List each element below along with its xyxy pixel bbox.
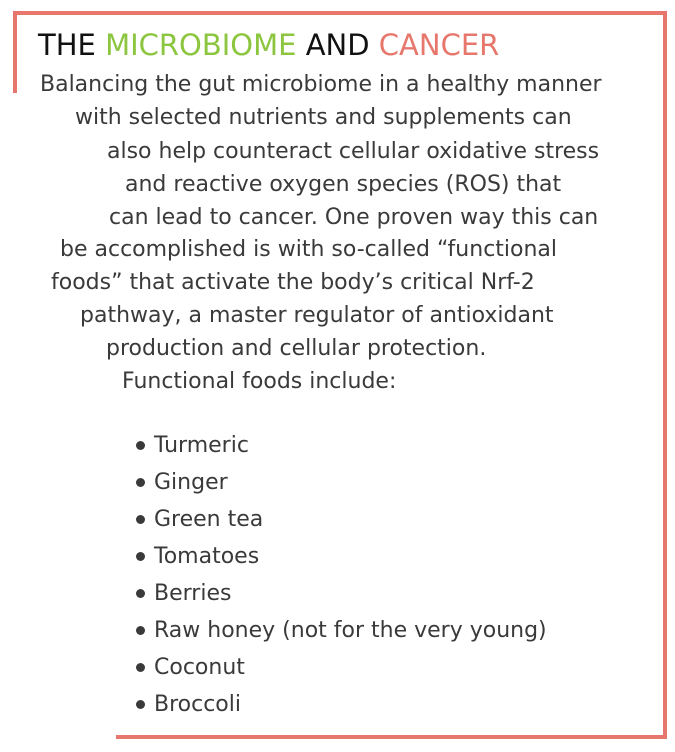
list-item xyxy=(132,686,547,723)
list-item xyxy=(132,427,547,464)
bullet-icon xyxy=(136,589,145,598)
body-line: with selected nutrients and supplements can xyxy=(75,105,572,130)
frame-top-border xyxy=(13,11,667,15)
list-item-label: Turmeric xyxy=(154,433,249,458)
body-line: also help counteract cellular oxidative stress xyxy=(107,139,600,164)
body-line: production and cellular protection. xyxy=(106,336,487,361)
bullet-icon xyxy=(136,441,145,450)
list-item-label: Berries xyxy=(154,581,232,606)
list-item-label: Tomatoes xyxy=(154,544,260,569)
bullet-icon xyxy=(136,552,145,561)
body-line: Functional foods include: xyxy=(122,369,397,394)
bullet-icon xyxy=(136,515,145,524)
list-item xyxy=(132,649,547,686)
list-item-label: Ginger xyxy=(154,470,228,495)
page-title xyxy=(38,25,499,65)
body-line: foods” that activate the body’s critical Nrf-2 xyxy=(51,270,535,295)
list-item-label: Broccoli xyxy=(154,692,241,717)
list-item-label: Coconut xyxy=(154,655,245,680)
bullet-icon xyxy=(136,478,145,487)
list-item-label: Green tea xyxy=(154,507,264,532)
body-line: pathway, a master regulator of antioxidant xyxy=(80,303,554,328)
body-line: can lead to cancer. One proven way this can xyxy=(109,205,599,230)
list-item xyxy=(132,501,547,538)
frame-bottom-border xyxy=(116,735,667,739)
list-item xyxy=(132,538,547,575)
title-part-the: THE xyxy=(38,28,106,62)
bullet-icon xyxy=(136,626,145,635)
title-part-microbiome: MICROBIOME xyxy=(105,28,297,62)
title-part-cancer: CANCER xyxy=(378,28,500,62)
title-part-and: AND xyxy=(296,28,379,62)
body-line: and reactive oxygen species (ROS) that xyxy=(125,172,562,197)
frame-left-border xyxy=(13,11,17,93)
bullet-icon xyxy=(136,700,145,709)
body-line: Balancing the gut microbiome in a healthy manner xyxy=(40,72,602,97)
functional-foods-list xyxy=(132,427,547,723)
list-item xyxy=(132,575,547,612)
list-item xyxy=(132,464,547,501)
bullet-icon xyxy=(136,663,145,672)
list-item-label: Raw honey (not for the very young) xyxy=(154,618,547,643)
frame-right-border xyxy=(663,11,667,739)
list-item xyxy=(132,612,547,649)
body-line: be accomplished is with so-called “functional xyxy=(60,237,558,262)
